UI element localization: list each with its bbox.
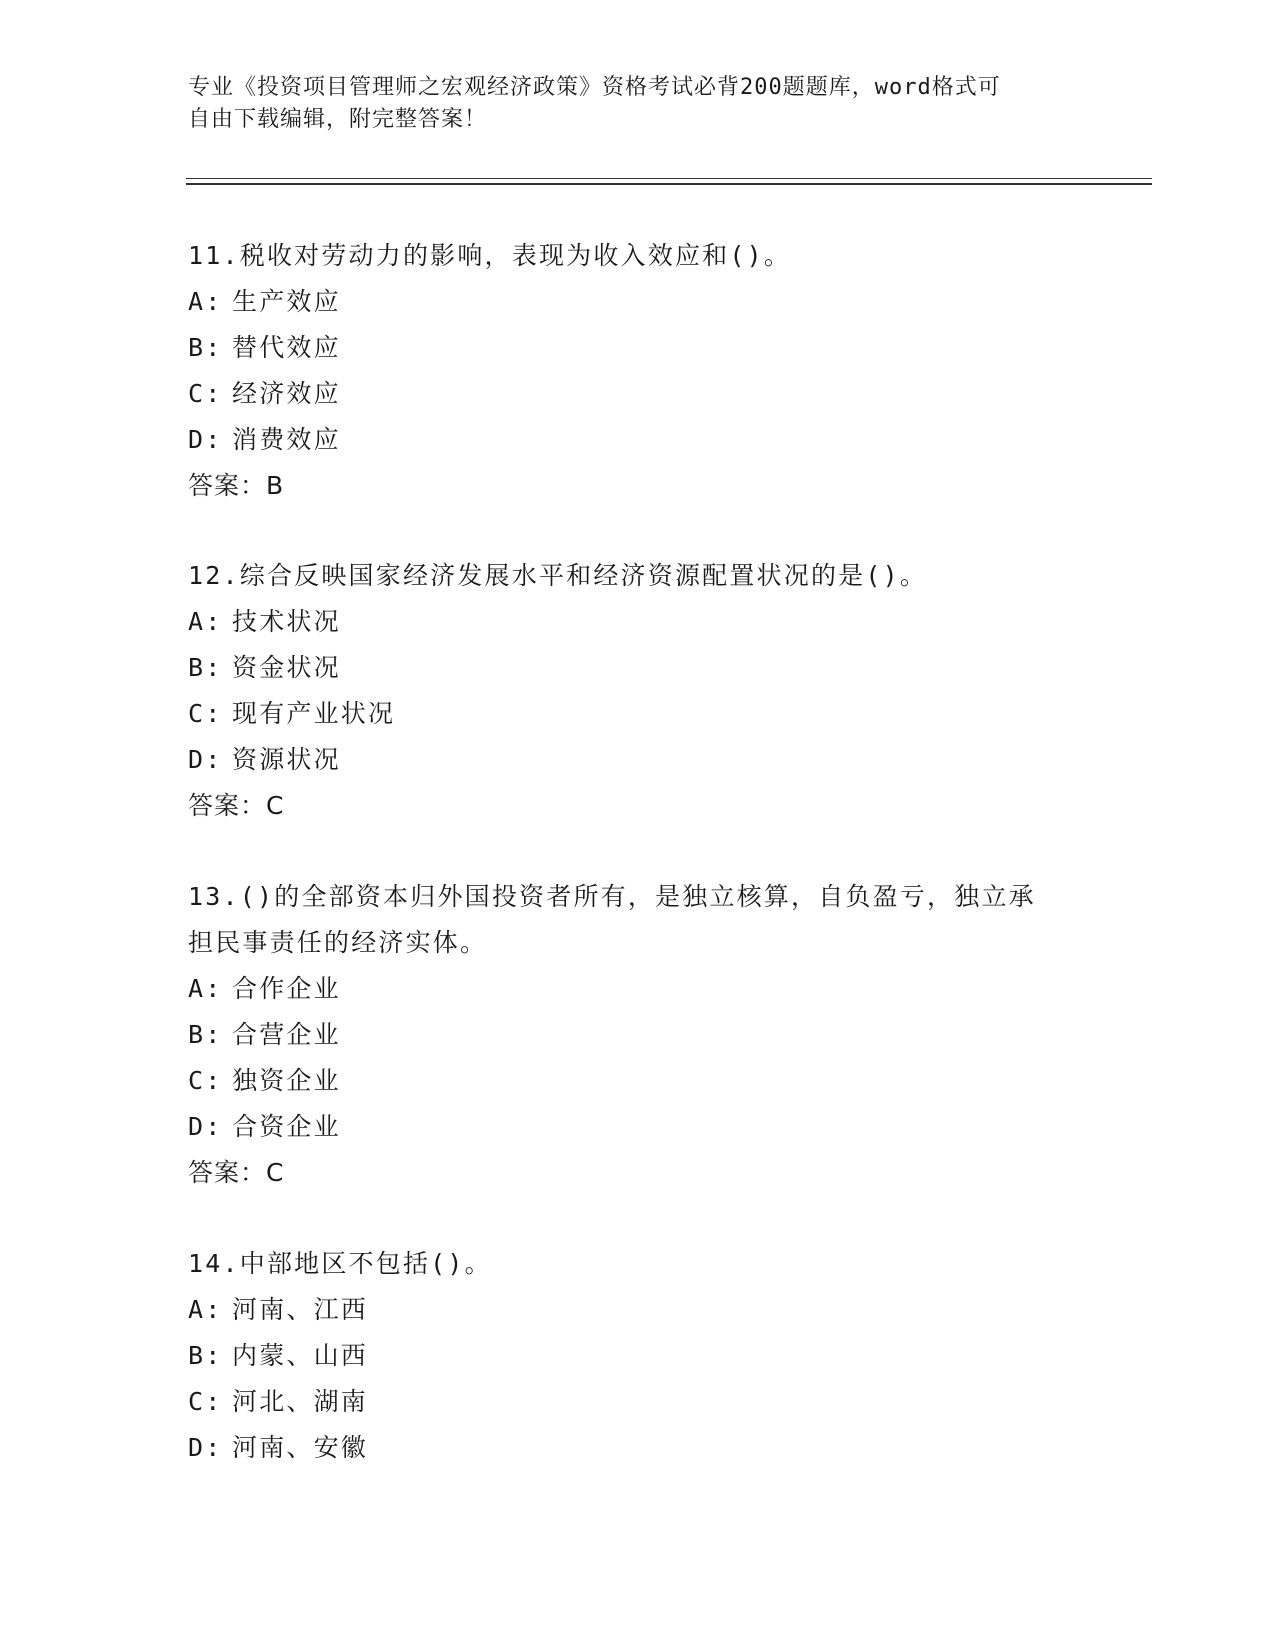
option-letter: B:: [188, 653, 223, 682]
option-letter: C:: [188, 699, 223, 728]
option-a: [188, 966, 1088, 1012]
document-header: [188, 72, 1068, 136]
header-divider-thin: [186, 178, 1152, 179]
option-text: 消费效应: [232, 425, 341, 454]
option-text: 合营企业: [232, 1020, 341, 1049]
answer-line: 答案：B: [188, 471, 285, 500]
question-12: [188, 553, 1088, 829]
option-d: [188, 417, 1088, 463]
header-line-1: 专业《投资项目管理师之宏观经济政策》资格考试必背200题题库，word格式可: [188, 75, 1001, 100]
option-b: [188, 645, 1088, 691]
option-b: [188, 1012, 1088, 1058]
question-stem: 12.综合反映国家经济发展水平和经济资源配置状况的是()。: [188, 561, 928, 590]
option-text: 内蒙、山西: [232, 1341, 369, 1370]
option-text: 替代效应: [232, 333, 341, 362]
option-c: [188, 691, 1088, 737]
option-d: [188, 1104, 1088, 1150]
option-text: 河北、湖南: [232, 1387, 369, 1416]
question-11: [188, 233, 1088, 509]
option-d: [188, 737, 1088, 783]
option-letter: C:: [188, 1387, 223, 1416]
option-text: 资源状况: [232, 745, 341, 774]
option-letter: B:: [188, 1341, 223, 1370]
option-text: 技术状况: [232, 607, 341, 636]
option-letter: A:: [188, 974, 223, 1003]
option-letter: D:: [188, 745, 223, 774]
option-b: [188, 325, 1088, 371]
option-text: 河南、江西: [232, 1295, 369, 1324]
question-14: [188, 1241, 1088, 1471]
option-letter: A:: [188, 287, 223, 316]
option-letter: C:: [188, 1066, 223, 1095]
option-c: [188, 371, 1088, 417]
option-letter: D:: [188, 1433, 223, 1462]
option-text: 现有产业状况: [232, 699, 396, 728]
option-letter: A:: [188, 1295, 223, 1324]
option-text: 合作企业: [232, 974, 341, 1003]
option-c: [188, 1058, 1088, 1104]
option-c: [188, 1379, 1088, 1425]
answer-line: 答案：C: [188, 791, 285, 820]
option-letter: A:: [188, 607, 223, 636]
option-text: 生产效应: [232, 287, 341, 316]
option-a: [188, 1287, 1088, 1333]
header-divider-thick: [186, 183, 1152, 185]
option-text: 经济效应: [232, 379, 341, 408]
answer-line: 答案：C: [188, 1158, 285, 1187]
option-text: 独资企业: [232, 1066, 341, 1095]
option-text: 河南、安徽: [232, 1433, 369, 1462]
question-stem-line-2: 担民事责任的经济实体。: [188, 928, 488, 957]
option-text: 合资企业: [232, 1112, 341, 1141]
option-d: [188, 1425, 1088, 1471]
question-stem-line-1: 13.()的全部资本归外国投资者所有，是独立核算，自负盈亏，独立承: [188, 882, 1036, 911]
option-a: [188, 279, 1088, 325]
option-a: [188, 599, 1088, 645]
option-letter: D:: [188, 1112, 223, 1141]
option-letter: B:: [188, 1020, 223, 1049]
question-stem: 14.中部地区不包括()。: [188, 1249, 492, 1278]
option-letter: D:: [188, 425, 223, 454]
option-letter: C:: [188, 379, 223, 408]
option-b: [188, 1333, 1088, 1379]
header-line-2: 自由下载编辑，附完整答案！: [188, 107, 488, 132]
option-letter: B:: [188, 333, 223, 362]
option-text: 资金状况: [232, 653, 341, 682]
question-13: [188, 874, 1088, 1196]
question-stem: 11.税收对劳动力的影响，表现为收入效应和()。: [188, 241, 792, 270]
